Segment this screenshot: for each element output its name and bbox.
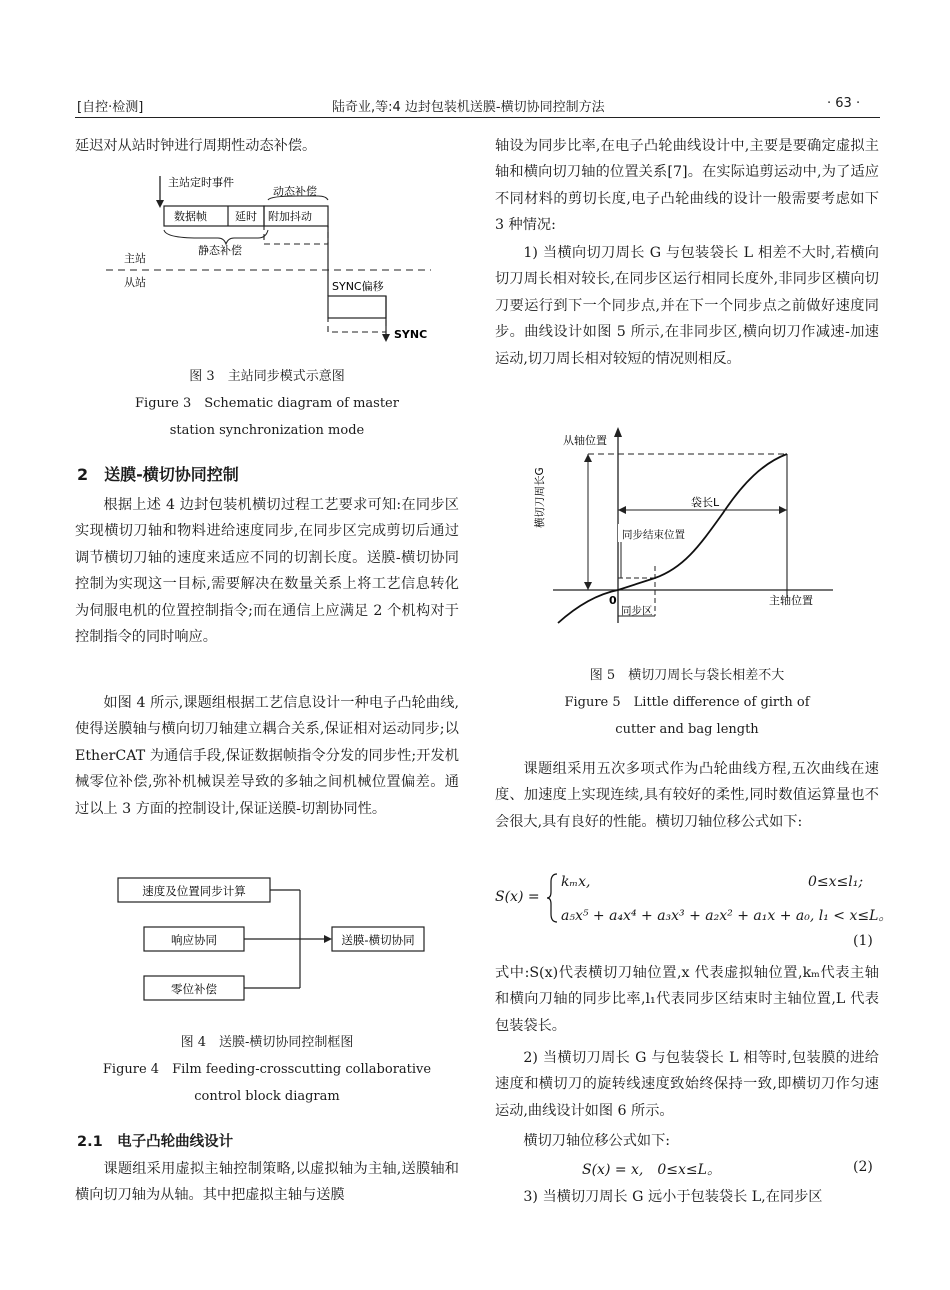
- cutter-g-label: 横切刀周长G: [534, 467, 546, 528]
- page-number: · 63 ·: [827, 96, 861, 111]
- collab-label: 送膜-横切协同: [341, 933, 415, 947]
- figure-5-cam-curve: [533, 418, 848, 648]
- fig3-caption-en-2: station synchronization mode: [169, 423, 365, 438]
- sync-offset-dashed-box: [328, 318, 386, 332]
- fig4-caption-cn: 图 4 送膜-横切协同控制框图: [180, 1035, 354, 1050]
- response-label: 响应协同: [171, 933, 217, 947]
- figure-4-block-diagram: [108, 868, 428, 1008]
- event-label: 主站定时事件: [168, 176, 234, 189]
- left-para-0: 延迟对从站时钟进行周期性动态补偿。: [75, 138, 317, 154]
- section-2-1-title: 2.1 电子凸轮曲线设计: [77, 1134, 234, 1150]
- sync-offset-label: SYNC偏移: [332, 280, 384, 293]
- eq2-number: (2): [853, 1159, 873, 1175]
- sync-zone-label: 同步区: [621, 605, 653, 617]
- fig4-caption-en-2: control block diagram: [194, 1089, 340, 1104]
- eq1-brace: [547, 872, 559, 924]
- left-para-2: 如图 4 所示,课题组根据工艺信息设计一种电子凸轮曲线,使得送膜轴与横向切刀轴建立耦合关系,保证相对运动同步;以 EtherCAT 为通信手段,保证数据帧指令分发的同步性;开发机械零位补偿,弥补机械误差导致的多轴之间机械位置偏差。通过以上 3 方面的控制设计,保证送膜-切割协同性。: [75, 695, 459, 817]
- sync-offset-box: [328, 296, 386, 318]
- frame-label: 数据帧: [174, 210, 207, 223]
- event-arrow-head: [156, 200, 164, 208]
- zero-comp-label: 零位补偿: [171, 982, 217, 996]
- static-comp-label: 静态补偿: [198, 244, 242, 257]
- right-para-6: 3) 当横切刀周长 G 远小于包装袋长 L,在同步区: [523, 1189, 823, 1205]
- fig5-caption-cn: 图 5 横切刀周长与袋长相差不大: [589, 668, 785, 683]
- right-para-4: 2) 当横切刀周长 G 与包装袋长 L 相等时,包装膜的进给速度和横切刀的旋转线速度致始终保持一致,即横切刀作匀速运动,曲线设计如图 6 所示。: [495, 1050, 879, 1119]
- bag-length-label: 袋长L: [691, 496, 720, 509]
- flow-arrow-head: [324, 935, 332, 943]
- sync-arrow-head: [382, 334, 390, 342]
- figure-3-timing-diagram: [98, 168, 443, 346]
- master-label: 主站: [124, 252, 146, 265]
- jitter-label: 附加抖动: [268, 210, 312, 223]
- eq1-row1: kₘx,: [561, 874, 591, 890]
- fig3-caption-cn: 图 3 主站同步模式示意图: [189, 369, 345, 384]
- slave-label: 从站: [124, 276, 146, 289]
- eq1-lhs: S(x) =: [495, 889, 540, 905]
- eq1-row1-cond: 0≤x≤l₁;: [808, 874, 864, 890]
- right-para-3: 式中:S(x)代表横切刀轴位置,x 代表虚拟轴位置,kₘ代表主轴和横向刀轴的同步比率,l₁代表同步区结束时主轴位置,L 代表包装袋长。: [495, 965, 879, 1034]
- fig5-caption-en-2: cutter and bag length: [615, 722, 759, 737]
- right-para-0: 轴设为同步比率,在电子凸轮曲线设计中,主要是要确定虚拟主轴和横向切刀轴的位置关系[7]。在实际追剪运动中,为了适应不同材料的剪切长度,电子凸轮曲线的设计一般需要考虑如下 3 种情况:: [495, 138, 879, 234]
- speed-sync-label: 速度及位置同步计算: [142, 884, 246, 898]
- section-2-title: 2 送膜-横切协同控制: [77, 465, 239, 484]
- fig4-caption-en-1: Figure 4 Film feeding-crosscutting collaborative: [102, 1062, 432, 1077]
- left-para-1: 根据上述 4 边封包装机横切过程工艺要求可知:在同步区实现横切刀轴和物料进给速度同步,在同步区完成剪切后通过调节横切刀轴的速度来适应不同的切割长度。送膜-横切协同控制为实现这一目标,需要解决在数量关系上将工艺信息转化为伺服电机的位置控制指令;而在通信上应满足 2 个机构对于控制指令的同时响应。: [75, 497, 459, 646]
- right-para-2: 课题组采用五次多项式作为凸轮曲线方程,五次曲线在速度、加速度上实现连续,具有较好的柔性,同时数值运算量也不会很大,具有良好的性能。横切刀轴位移公式如下:: [495, 761, 879, 830]
- x-axis-label: 主轴位置: [769, 594, 813, 607]
- origin-label: 0: [609, 594, 617, 607]
- static-brace: [164, 230, 268, 244]
- right-para-5: 横切刀轴位移公式如下:: [523, 1133, 671, 1149]
- eq1-number: (1): [853, 933, 873, 949]
- y-axis-arrow: [614, 427, 622, 437]
- jitter-dashed-box: [264, 226, 328, 244]
- dynamic-comp-label: 动态补偿: [273, 185, 317, 198]
- eq2: S(x) = x, 0≤x≤L。: [582, 1162, 721, 1178]
- header-rule: [75, 117, 880, 118]
- journal-section-label: [自控·检测]: [77, 100, 144, 115]
- left-para-3: 课题组采用虚拟主轴控制策略,以虚拟轴为主轴,送膜轴和横向切刀轴为从轴。其中把虚拟主轴与送膜: [75, 1161, 459, 1204]
- fig5-caption-en-1: Figure 5 Little difference of girth of: [564, 695, 810, 710]
- y-axis-label: 从轴位置: [563, 434, 607, 447]
- sync-label: SYNC: [394, 328, 428, 341]
- eq1-row2: a₅x⁵ + a₄x⁴ + a₃x³ + a₂x² + a₁x + a₀, l₁ < x≤L。: [561, 908, 893, 924]
- delay-label: 延时: [235, 210, 257, 223]
- running-title: 陆奇业,等:4 边封包装机送膜-横切协同控制方法: [332, 100, 605, 115]
- right-para-1: 1) 当横向切刀周长 G 与包装袋长 L 相差不大时,若横向切刀周长相对较长,在同步区运行相同长度外,非同步区横向切刀要运行到下一个同步点,并在下一个同步点之前做好速度同步。曲线设计如图 5 所示,在非同步区,横向切刀作减速-加速运动,切刀周长相对较短的情况则相反。: [495, 245, 879, 367]
- fig3-caption-en-1: Figure 3 Schematic diagram of master: [135, 396, 399, 411]
- sync-end-label: 同步结束位置: [622, 529, 685, 541]
